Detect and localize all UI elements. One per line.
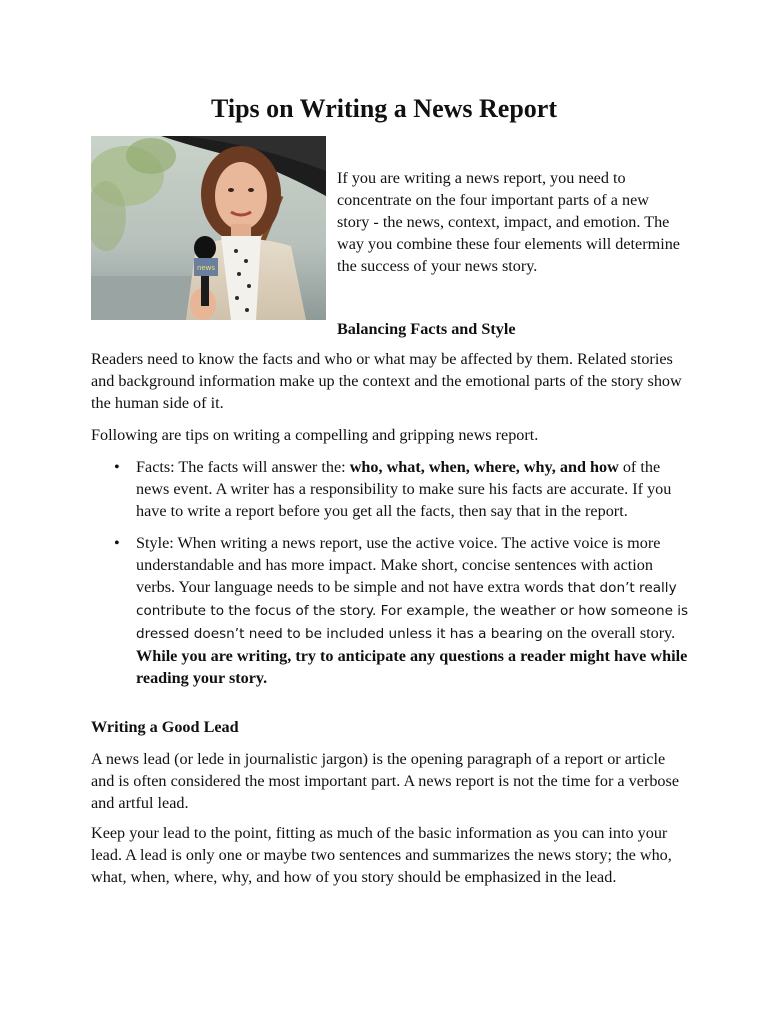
mic-label: news bbox=[196, 264, 216, 272]
section-heading-facts-style: Balancing Facts and Style bbox=[337, 320, 516, 338]
bullet-icon: • bbox=[114, 458, 120, 476]
style-lead-text: Style: When writing a news report, use the active voice. The active voice is more understandable and has more impact. Make short, concise sentences with action verbs. Your language needs to be simple and not have extra words bbox=[136, 534, 661, 596]
paragraph-following-tips: Following are tips on writing a compelling and gripping news report. bbox=[91, 426, 539, 444]
paragraph-news-lead: A news lead (or lede in journalistic jargon) is the opening paragraph of a report or article and is often considered the most important part. A news report is not the time for a verbose and artful lead. bbox=[91, 750, 680, 812]
intro-paragraph: If you are writing a news report, you need to concentrate on the four important parts of a new story - the news, context, impact, and emotion. The way you combine these four elements will determine the success of your news story. bbox=[337, 169, 680, 275]
paragraph-keep-lead: Keep your lead to the point, fitting as much of the basic information as you can into your lead. A lead is only one or maybe two sentences and summarizes the news story; the who, what, when, where, why, and how of you story should be emphasized in the lead. bbox=[91, 824, 672, 886]
style-mid-text: on the overall story. bbox=[542, 624, 676, 642]
list-item-facts bbox=[114, 456, 691, 522]
facts-rest-text: of the news event. A writer has a responsibility to make sure his facts are accurate. If you have to write a report before you get all the facts, then say that in the report. bbox=[136, 458, 672, 520]
list-item-style bbox=[114, 532, 691, 689]
style-sans-text: that don’t really contribute to the focus of the story. For example, the weather or how someone is dressed doesn’t need to be included unless it has a bearing bbox=[136, 580, 689, 642]
paragraph-facts: Readers need to know the facts and who or what may be affected by them. Related stories and background information make up the context and the emotional parts of the story show the human side of it. bbox=[91, 350, 682, 412]
bullet-icon: • bbox=[114, 534, 120, 552]
tips-list bbox=[91, 456, 691, 699]
page-title: Tips on Writing a News Report bbox=[211, 94, 557, 123]
reporter-photo bbox=[91, 136, 326, 320]
facts-lead-text: Facts: The facts will answer the: bbox=[136, 458, 350, 476]
style-bold-text: While you are writing, try to anticipate any questions a reader might have while reading your story. bbox=[136, 647, 688, 687]
section-heading-good-lead: Writing a Good Lead bbox=[91, 718, 239, 736]
facts-bold-text: who, what, when, where, why, and how bbox=[349, 458, 619, 476]
